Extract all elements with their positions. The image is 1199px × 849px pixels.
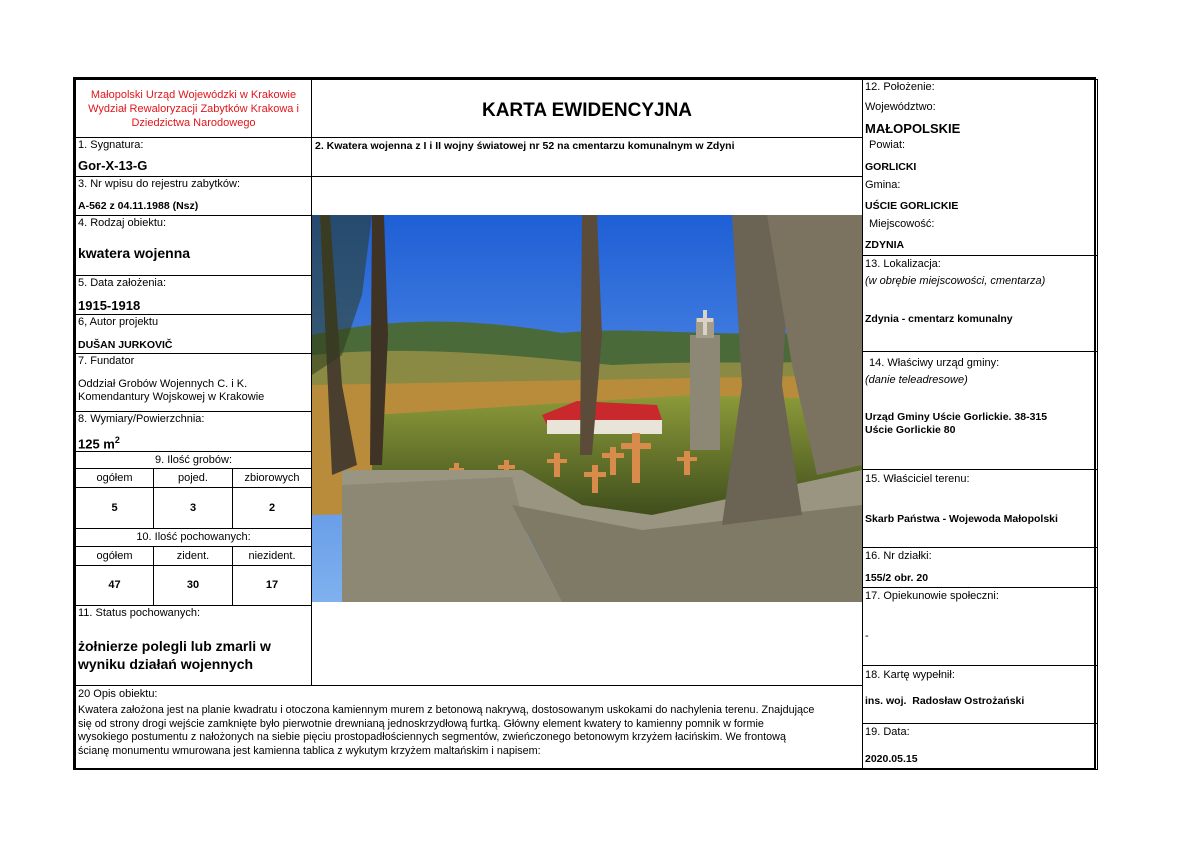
buried-header-identified: zident. <box>153 546 233 566</box>
locality-label: Miejscowość: <box>869 218 935 230</box>
commune-label: Gmina: <box>865 179 901 191</box>
graves-value-single: 3 <box>153 487 233 529</box>
voivodeship-label: Województwo: <box>865 101 936 113</box>
buried-value-total: 47 <box>75 565 154 606</box>
description-line: ścianę monumentu wmurowana jest kamienna tablica z wykutym krzyżem maltańskim i napisem: <box>78 744 541 757</box>
field-label: 17. Opiekunowie społeczni: <box>865 590 999 602</box>
field-buried-status <box>75 605 312 686</box>
filled-by-value: ins. woj. Radosław Ostrożański <box>865 695 1025 707</box>
field-social-guardians <box>862 587 1098 666</box>
record-card <box>73 77 1096 770</box>
description-line: Kwatera założona jest na planie kwadratu i otoczona kamiennym murem z betonową nakrywą, dostosowanym uskokami do nachylenia terenu. Znajdujące <box>78 704 815 717</box>
localization-note: (w obrębie miejscowości, cmentarza) <box>865 275 1046 287</box>
cemetery-photo-illustration <box>312 215 862 602</box>
author-value: DUŠAN JURKOVIČ <box>78 339 173 351</box>
register-value: A-562 z 04.11.1988 (Nsz) <box>78 200 199 212</box>
buried-header-total: ogółem <box>75 546 154 566</box>
field-label: 20 Opis obiektu: <box>78 688 158 700</box>
field-plot-number <box>862 547 1098 588</box>
social-guardians-value: - <box>865 630 869 642</box>
graves-header-total: ogółem <box>75 468 154 488</box>
field-land-owner <box>862 469 1098 548</box>
buried-value-identified: 30 <box>153 565 233 606</box>
institution-line: Wydział Rewaloryzacji Zabytków Krakowa i <box>88 103 299 115</box>
field-label: 12. Położenie: <box>865 81 935 93</box>
field-label: 1. Sygnatura: <box>78 139 144 151</box>
plot-number-value: 155/2 obr. 20 <box>865 572 929 584</box>
institution-header <box>75 79 312 138</box>
founder-line: Komendantury Wojskowej w Krakowie <box>78 391 265 403</box>
field-label: 14. Właściwy urząd gminy: <box>869 357 1000 369</box>
field-graves-count-label <box>75 451 312 469</box>
field-label: 18. Kartę wypełnił: <box>865 669 955 681</box>
commune-office-line: Urząd Gminy Uście Gorlickie. 38-315 <box>865 411 1048 423</box>
status-line: żołnierze polegli lub zmarli w <box>78 638 271 654</box>
field-object-type <box>75 215 312 276</box>
field-buried-count-label <box>75 528 312 547</box>
locality-value: ZDYNIA <box>865 239 905 251</box>
localization-value: Zdynia - cmentarz komunalny <box>865 313 1013 325</box>
county-label: Powiat: <box>869 139 906 151</box>
buried-value-unidentified: 17 <box>232 565 312 606</box>
date-value: 2020.05.15 <box>865 753 918 765</box>
field-date <box>862 723 1098 770</box>
field-label: 15. Właściciel terenu: <box>865 473 970 485</box>
field-founder <box>75 353 312 412</box>
status-line: wyniku działań wojennych <box>78 656 254 672</box>
field-location <box>862 79 1098 256</box>
field-label: 8. Wymiary/Powierzchnia: <box>78 413 205 425</box>
county-value: GORLICKI <box>865 161 917 173</box>
field-label: 6, Autor projektu <box>78 316 159 328</box>
graves-value-total: 5 <box>75 487 154 529</box>
buried-header-unidentified: niezident. <box>232 546 312 566</box>
card-title: KARTA EWIDENCYJNA <box>481 100 693 121</box>
field-localization <box>862 255 1098 352</box>
field-object-name <box>311 137 863 177</box>
land-owner-value: Skarb Państwa - Wojewoda Małopolski <box>865 513 1058 525</box>
dimensions-value <box>76 434 311 450</box>
cemetery-photo <box>312 215 862 602</box>
institution-line: Małopolski Urząd Wojewódzki w Krakowie <box>90 89 297 101</box>
field-commune-office <box>862 351 1098 470</box>
founding-date-value: 1915-1918 <box>78 298 141 313</box>
object-name: 2. Kwatera wojenna z I i II wojny światowej nr 52 na cmentarzu komunalnym w Zdyni <box>315 140 735 152</box>
field-label: 9. Ilość grobów: <box>154 454 233 466</box>
field-author <box>75 314 312 354</box>
description-line: się od strony drogi wejście zamknięte było pierwotnie drewnianą jednoskrzydłową furtką. Główny element kwatery to kamienny pomnik w formie <box>78 717 764 730</box>
signature-value: Gor-X-13-G <box>78 158 148 173</box>
field-label: 3. Nr wpisu do rejestru zabytków: <box>78 178 241 190</box>
field-label: 13. Lokalizacja: <box>865 258 941 270</box>
field-label: 5. Data założenia: <box>78 277 167 289</box>
voivodeship-value: MAŁOPOLSKIE <box>865 121 961 136</box>
description-line: wysokiego postumentu z nałożonych na siebie pięciu prostopadłościennych segmentów, zwieńczonego betonowym krzyżem łacińskim. We frontową <box>78 731 786 744</box>
field-label: 7. Fundator <box>78 355 135 367</box>
field-founding-date <box>75 275 312 315</box>
graves-value-collective: 2 <box>232 487 312 529</box>
empty-cell <box>311 176 863 216</box>
commune-office-line: Uście Gorlickie 80 <box>865 424 956 436</box>
field-label: 16. Nr działki: <box>865 550 932 562</box>
field-register <box>75 176 312 216</box>
commune-value: UŚCIE GORLICKIE <box>865 200 959 212</box>
commune-office-note: (danie teleadresowe) <box>865 374 968 386</box>
object-type-value: kwatera wojenna <box>78 245 191 261</box>
card-title-cell <box>311 79 863 138</box>
field-signature <box>75 137 312 177</box>
area-unit-exponent: 2 <box>114 435 120 445</box>
field-dimensions <box>75 411 312 452</box>
field-label: 11. Status pochowanych: <box>78 607 201 619</box>
field-label: 4. Rodzaj obiektu: <box>78 217 167 229</box>
field-label: 10. Ilość pochowanych: <box>136 531 251 543</box>
field-description <box>75 685 863 770</box>
field-label: 19. Data: <box>865 726 910 738</box>
area-value: 125 m <box>78 436 115 452</box>
founder-line: Oddział Grobów Wojennych C. i K. <box>78 378 248 390</box>
graves-header-collective: zbiorowych <box>232 468 312 488</box>
institution-line: Dziedzictwa Narodowego <box>131 117 256 129</box>
graves-header-single: pojed. <box>153 468 233 488</box>
field-filled-by <box>862 665 1098 724</box>
